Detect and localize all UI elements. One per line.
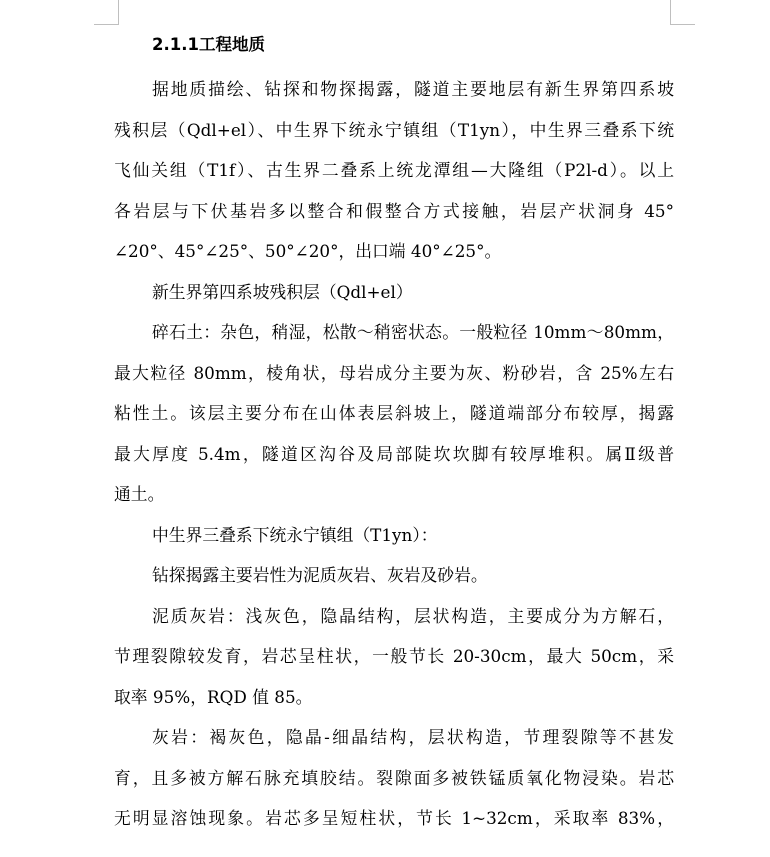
text-line: 通土。 xyxy=(114,484,165,504)
text-line: 碎石土：杂色，稍湿，松散～稍密状态。一般粒径 10mm～80mm， xyxy=(152,322,674,342)
text-line: 新生界第四系坡残积层（Qdl+el） xyxy=(152,281,413,302)
text-line: 泥质灰岩：浅灰色，隐晶结构，层状构造，主要成分为方解石， xyxy=(152,605,674,626)
text-line: 灰岩：褐灰色，隐晶-细晶结构，层状构造，节理裂隙等不甚发 xyxy=(152,727,674,747)
text-line: 钻探揭露主要岩性为泥质灰岩、灰岩及砂岩。 xyxy=(152,565,488,585)
text-line: 中生界三叠系下统永宁镇组（T1yn）： xyxy=(152,524,438,545)
text-line: 最大厚度 5.4m，隧道区沟谷及局部陡坎坎脚有较厚堆积。属Ⅱ级普 xyxy=(114,443,674,464)
paragraph-lines xyxy=(114,69,674,839)
text-line: 飞仙关组（T1f）、古生界二叠系上统龙潭组—大隆组（P2l-d）。以上 xyxy=(114,160,674,180)
text-line: 据地质描绘、钻探和物探揭露，隧道主要地层有新生界第四系坡 xyxy=(152,79,674,99)
text-line: 残积层（Qdl+el）、中生界下统永宁镇组（T1yn），中生界三叠系下统 xyxy=(114,119,674,140)
document-body[interactable] xyxy=(114,21,674,839)
text-line: ∠20°、45°∠25°、50°∠20°，出口端 40°∠25°。 xyxy=(114,241,502,261)
text-line: 育，且多被方解石脉充填胶结。裂隙面多被铁锰质氧化物浸染。岩芯 xyxy=(114,767,674,788)
section-heading: 2.1.1工程地质 xyxy=(152,35,265,54)
text-line: 最大粒径 80mm，棱角状，母岩成分主要为灰、粉砂岩，含 25%左右 xyxy=(114,362,674,383)
text-line: 无明显溶蚀现象。岩芯多呈短柱状，节长 1~32cm，采取率 83%， xyxy=(114,808,674,828)
text-line: 各岩层与下伏基岩多以整合和假整合方式接触，岩层产状洞身 45° xyxy=(114,200,674,221)
text-line: 取率 95%，RQD 值 85。 xyxy=(114,686,313,707)
text-line: 粘性土。该层主要分布在山体表层斜坡上，隧道端部分布较厚，揭露 xyxy=(114,403,674,423)
text-line: 节理裂隙较发育，岩芯呈柱状，一般节长 20-30cm，最大 50cm，采 xyxy=(114,646,674,666)
